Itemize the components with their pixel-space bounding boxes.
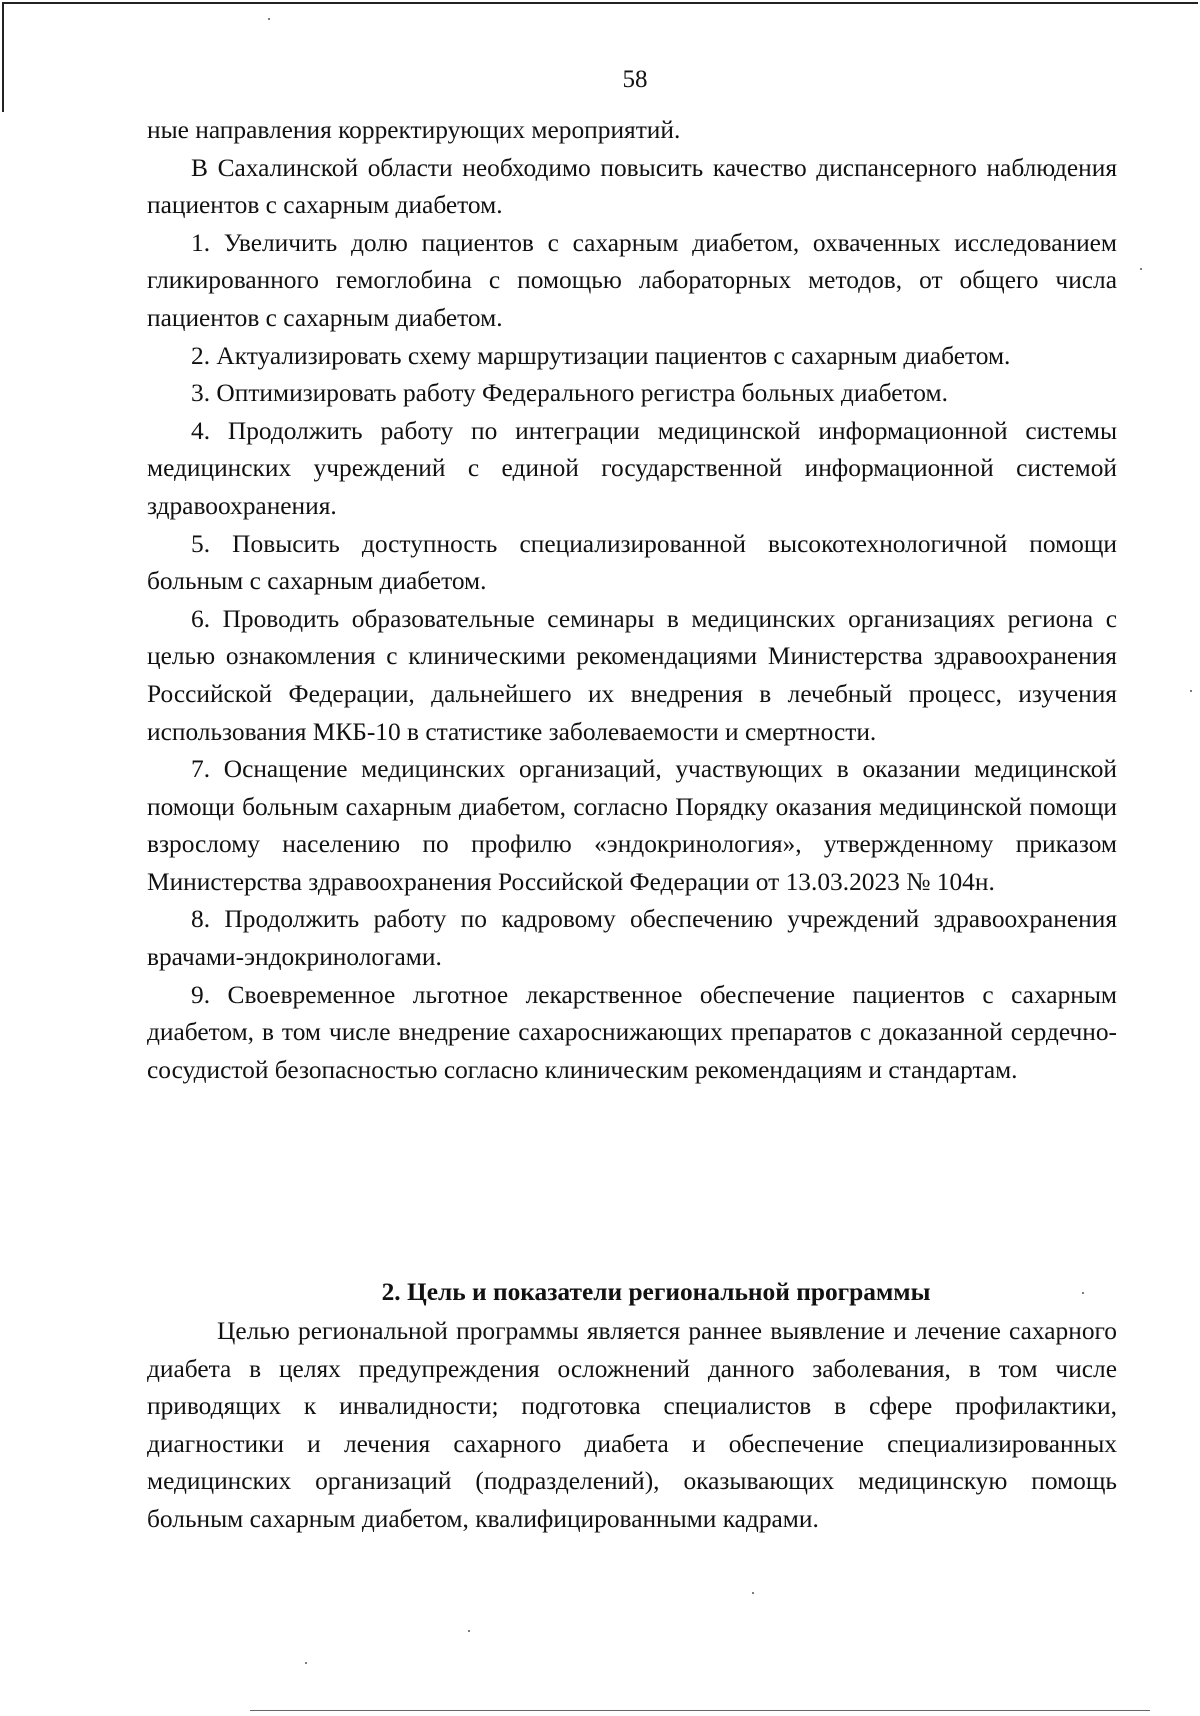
list-item-2: 2. Актуализировать схему маршрутизации пациентов с сахарным диабетом. [191, 341, 1011, 370]
section-heading: 2. Цель и показатели региональной программы [381, 1278, 931, 1306]
body-text [147, 112, 1117, 1089]
scan-border-top [2, 2, 1198, 4]
scan-speck [1140, 268, 1142, 270]
scan-speck [1082, 1292, 1084, 1294]
goal-paragraph: Целью региональной программы является раннее выявление и лечение сахарного диабета в целях предупреждения осложнений данного заболевания, в том числе приводящих к инвалидности; подготовка специалистов в сфере профилактики, диагностики и лечения сахарного диабета и обеспечение специализированных медицинских организаций (подразделений), оказывающих медицинскую помощь больным сахарным диабетом, квалифицированными кадрами. [147, 1317, 1117, 1533]
scan-border-bottom [250, 1710, 1150, 1711]
list-item-6: 6. Проводить образовательные семинары в медицинских организациях региона с целью ознакомления с клиническими рекомендациями Министерства здравоохранения Российской Федерации, дальнейшего их внедрения в лечебный процесс, изучения использования МКБ-10 в статистике заболеваемости и смертности. [147, 604, 1117, 746]
scan-border-left [2, 2, 4, 112]
paragraph-intro: В Сахалинской области необходимо повысить качество диспансерного наблюдения пациентов с сахарным диабетом. [147, 153, 1117, 220]
list-item-7: 7. Оснащение медицинских организаций, участвующих в оказании медицинской помощи больным сахарным диабетом, согласно Порядку оказания медицинской помощи взрослому населению по профилю «эндокринология», утвержденному приказом Министерства здравоохранения Российской Федерации от 13.03.2023 № 104н. [147, 755, 1117, 896]
scan-speck [305, 1662, 307, 1664]
scan-speck [268, 18, 270, 20]
list-item-4: 4. Продолжить работу по интеграции медицинской информационной системы медицинских учреждений с единой государственной информационной системой здравоохранения. [147, 416, 1117, 520]
scan-speck [1190, 690, 1192, 692]
list-item-1: 1. Увеличить долю пациентов с сахарным диабетом, охваченных исследованием гликированного гемоглобина с помощью лабораторных методов, от общего числа пациентов с сахарным диабетом. [147, 228, 1117, 332]
list-item-9: 9. Своевременное льготное лекарственное обеспечение пациентов с сахарным диабетом, в том числе внедрение сахароснижающих препаратов с доказанной сердечно-сосудистой безопасностью согласно клиническим рекомендациям и стандартам. [147, 980, 1117, 1084]
section-body [147, 1313, 1117, 1539]
list-item-5: 5. Повысить доступность специализированной высокотехнологичной помощи больным с сахарным диабетом. [147, 529, 1117, 596]
list-item-3: 3. Оптимизировать работу Федерального регистра больных диабетом. [191, 379, 948, 408]
scan-speck [752, 1592, 754, 1594]
list-item-8: 8. Продолжить работу по кадровому обеспечению учреждений здравоохранения врачами-эндокринологами. [147, 905, 1117, 972]
paragraph-continuation: ные направления корректирующих мероприятий. [147, 116, 681, 144]
page-number: 58 [622, 66, 648, 93]
scan-speck [468, 1630, 470, 1632]
